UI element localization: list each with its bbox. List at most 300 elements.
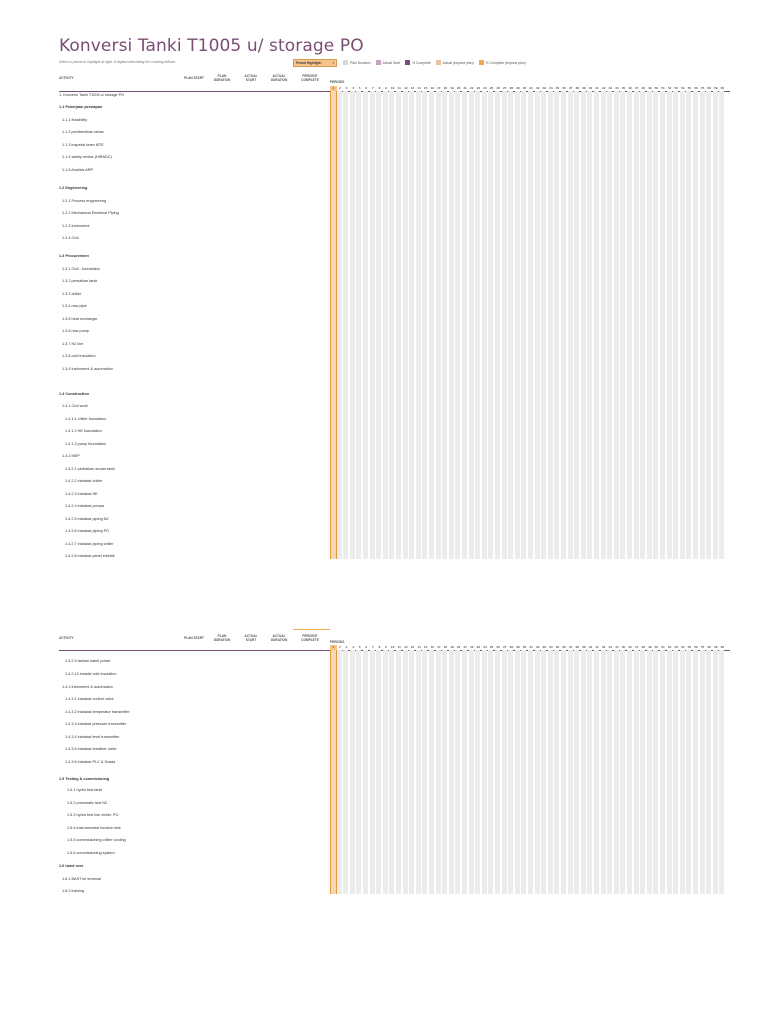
period-number: 39 [582,645,586,649]
period-column [607,91,612,559]
period-column [422,650,427,894]
period-number: 4 [352,645,354,649]
period-number: 57 [700,645,705,649]
activity-row[interactable]: 1.4.3.2 instalasi temperatur transmitter [65,710,130,714]
activity-row[interactable]: 1.4.3.6 instalasi PLC & Scada [65,760,116,764]
period-column [330,650,337,894]
col-actual-duration-line2: DURATION [270,77,288,82]
activity-row[interactable]: 1.6.2 training [62,889,84,893]
period-number: 9 [385,86,387,90]
period-column [627,650,632,894]
period-number: 29 [516,645,520,649]
period-column [640,91,645,559]
period-column [416,91,421,559]
page-title: Konversi Tanki T1005 u/ storage PO [59,36,364,56]
period-column [429,650,434,894]
activity-row[interactable]: 1.2.4 Civil [62,236,79,240]
period-column [535,650,540,894]
period-column [343,91,348,559]
activity-row[interactable]: 1.3.8 cold insulation [62,354,96,358]
period-column [409,650,414,894]
activity-row[interactable]: 1.3.2 perbaikan tanki [62,279,98,283]
period-column [554,650,559,894]
period-column [502,91,507,559]
period-column [350,91,355,559]
period-column [548,650,553,894]
col-percent-complete-2 [296,635,324,642]
period-column [601,91,606,559]
period-number: 45 [621,86,626,90]
period-column [568,650,573,894]
col-periods-2: PERIODS [330,640,345,644]
period-number: 3 [345,645,348,649]
period-column [561,650,566,894]
period-number: 56 [694,645,698,649]
period-column [442,650,447,894]
activity-row[interactable]: 1.4.2.1 perbaikan anular tanki [65,467,116,471]
period-number: 15 [423,86,428,90]
period-number: 47 [634,86,639,90]
highlight-marker-2 [293,629,330,630]
activity-row[interactable]: 1.3.9 Instrument & automation [62,367,113,371]
activity-row[interactable]: 1.5.2 pneumatic test N2 [67,801,108,805]
period-number: 28 [509,645,514,649]
period-number: 9 [385,645,387,649]
activity-row[interactable]: 1.1.3 inspeksi team MTE [62,143,104,147]
activity-row[interactable]: 1.4.2.9 tarikan kabel power [65,659,111,663]
period-number: 44 [615,645,619,649]
period-column [653,650,658,894]
period-number: 49 [648,645,652,649]
activity-row[interactable]: 1.5.4 instrumentasi function test [67,826,121,830]
period-column [673,91,678,559]
period-number: 25 [489,645,494,649]
activity-row[interactable]: 1.3.5 heat exchanger [62,317,98,321]
activity-row[interactable]: 1.3 Procurement [59,254,89,258]
period-number: 55 [687,86,692,90]
period-column [409,91,414,559]
legend-label: Actual (beyond plan) [442,60,474,65]
period-number: 34 [549,86,553,90]
period-column [389,91,394,559]
period-column [356,650,361,894]
period-number: 52 [667,645,672,649]
period-column [660,650,665,894]
period-column [607,650,612,894]
period-number: 13 [410,645,415,649]
period-column [449,650,454,894]
period-number: 48 [641,645,645,649]
period-number: 53 [674,645,678,649]
period-number: 44 [615,86,619,90]
period-column [515,650,520,894]
period-number: 51 [661,645,665,649]
period-number: 8 [378,86,381,90]
period-column [568,91,573,559]
period-column [370,91,375,559]
period-column [574,91,579,559]
period-column [680,650,685,894]
period-number: 7 [371,645,374,649]
period-number: 4 [352,86,354,90]
period-column [383,650,388,894]
period-column [693,91,698,559]
period-number: 20 [456,645,461,649]
period-number: 46 [628,86,632,90]
period-column [488,91,493,559]
activity-row[interactable]: 1. Konversi Tanki T1005 u/ storage PO [59,93,125,97]
period-column [330,91,337,559]
period-number: 5 [358,86,361,90]
period-number: 38 [575,645,579,649]
period-number: 42 [601,86,606,90]
period-number: 49 [648,86,652,90]
period-column [647,91,652,559]
legend-swatch [479,60,484,65]
period-number: 34 [549,645,553,649]
period-number: 53 [674,86,678,90]
period-column [396,91,401,559]
period-number: 58 [707,645,711,649]
legend-swatch [343,60,348,65]
period-column [719,650,724,894]
activity-row[interactable]: 1.5.5 commissioning chiller cooling [67,838,126,842]
period-column [462,91,467,559]
col-plan-duration-2 [209,635,235,642]
period-number: 3 [345,86,348,90]
period-column [686,650,691,894]
period-number: 30 [522,645,527,649]
activity-row[interactable]: 1.4.1.3 pump foundation [65,442,106,446]
period-number: 6 [365,86,368,90]
period-column [667,91,672,559]
activity-row[interactable]: 1.4.3.5 instalasi breather valve [65,747,117,751]
col-plan-start-2: PLAN START [184,636,204,640]
activity-row[interactable]: 1.4.1.2 HE foundation [65,429,102,433]
activity-row[interactable]: 1.2 Engineering [59,186,88,190]
period-number: 38 [575,86,579,90]
activity-row[interactable]: 1.3.4 new pipe [62,304,87,308]
period-number: 19 [450,86,454,90]
period-column [521,91,526,559]
period-column [647,650,652,894]
period-number: 24 [483,86,487,90]
period-column [469,91,474,559]
legend-item [479,60,526,65]
period-number: 14 [417,645,421,649]
period-column [594,91,599,559]
activity-row[interactable]: 1.5.1 hydro test tanki [67,788,103,792]
period-number: 6 [365,645,368,649]
activity-row[interactable]: 1.5 Testing & commisioning [59,777,110,781]
period-column [627,91,632,559]
period-column [436,650,441,894]
period-number: 60 [720,86,725,90]
activity-row[interactable]: 1.4.2.6 instalasi piping PO [65,529,110,533]
legend-label: Actual Start [382,60,401,65]
period-number: 41 [595,645,599,649]
col-percent-complete-2-line1: PERCENT [302,634,318,638]
period-highlight-selector[interactable] [293,59,337,67]
legend-item [405,60,430,65]
col-activity-2: ACTIVITY [59,636,74,640]
period-number: 26 [496,86,500,90]
col-actual-start-2-line1: ACTUAL [244,634,258,638]
period-column [620,91,625,559]
period-column [363,91,368,559]
period-number: 15 [423,645,428,649]
period-number: 37 [568,86,573,90]
period-column [436,91,441,559]
col-activity: ACTIVITY [59,76,74,80]
period-number: 17 [437,645,441,649]
period-column [403,650,408,894]
period-number: 1 [330,86,337,91]
period-column [673,650,678,894]
activity-row[interactable]: 1.2.3 Instrument [62,224,90,228]
period-column [700,91,705,559]
period-number: 19 [450,645,454,649]
period-highlight-value[interactable]: 1 [332,61,334,65]
activity-row[interactable]: 1.6.1 BAST ke terminal [62,877,101,881]
period-column [482,91,487,559]
period-column [700,650,705,894]
period-column [581,650,586,894]
period-number: 21 [463,86,467,90]
activity-row[interactable]: 1.4.2.5 instalasi piping N2 [65,517,109,521]
period-number: 50 [654,645,659,649]
period-number: 47 [634,645,639,649]
activity-row[interactable]: 1.4.3.4 instalasi level transmitter [65,735,120,739]
period-number: 1 [330,645,337,650]
activity-row[interactable]: 1.4.2.10 instalsi cold insulation [65,672,117,676]
legend-item [436,60,474,65]
period-number: 48 [641,86,645,90]
period-column [528,650,533,894]
period-number: 39 [582,86,586,90]
period-column [508,650,513,894]
activity-row[interactable]: 1.4.2 MEP [62,454,80,458]
period-column [475,91,480,559]
col-plan-duration [209,75,235,82]
period-number: 2 [339,86,341,90]
period-number: 16 [430,645,434,649]
period-number: 56 [694,86,698,90]
legend-swatch [436,60,441,65]
period-number: 43 [608,645,612,649]
period-column [337,91,342,559]
period-number: 5 [358,645,361,649]
period-column [442,91,447,559]
period-column [508,91,513,559]
chart-legend [343,60,526,65]
period-number: 24 [483,645,487,649]
period-number: 60 [720,645,725,649]
period-number: 52 [667,86,672,90]
period-column [356,91,361,559]
page-subtitle: Select a period to highlight at right. A legend describing the charting follows. [59,60,177,64]
period-column [574,650,579,894]
period-column [614,650,619,894]
legend-label: % Complete (beyond plan) [485,60,526,65]
period-number: 31 [529,86,533,90]
col-plan-duration-2-line2: DURATION [213,637,231,642]
period-column [475,650,480,894]
col-periods: PERIODS [330,80,345,84]
period-column [667,650,672,894]
activity-row[interactable]: 1.5.3 hydro test line chiller, PO [67,813,119,817]
activity-row[interactable]: 1.4.3.3 instalasi pressure transmitter [65,722,127,726]
period-number: 23 [476,86,481,90]
period-number: 28 [509,86,514,90]
period-column [640,650,645,894]
period-column [561,91,566,559]
activity-row[interactable]: 1.4.1.1 chiller foundation [65,417,107,421]
period-column [686,91,691,559]
activity-row[interactable]: 1.4.2.3 instalasi HE [65,492,98,496]
activity-row[interactable]: 1.4.2.4 instalasi pompa [65,504,105,508]
period-column [337,650,342,894]
period-number: 22 [470,86,474,90]
activity-row[interactable]: 1.1.5 Analisis ARP [62,168,94,172]
period-column [343,650,348,894]
period-column [363,650,368,894]
period-column [482,650,487,894]
activity-row[interactable]: 1.4.2.2 instalasi chiller [65,479,103,483]
activity-row[interactable]: 1.4.3.1 instalasi control valve [65,697,114,701]
activity-row[interactable]: 1.6 hand over [59,864,84,868]
period-number: 40 [588,86,593,90]
col-plan-duration-2-line1: PLAN [217,634,227,638]
period-number: 27 [503,645,507,649]
col-actual-duration-2-line2: DURATION [270,637,288,642]
col-actual-duration-2-line1: ACTUAL [272,634,286,638]
period-number: 50 [654,86,659,90]
activity-row[interactable]: 1.1 Pekerjaan persiapan [59,105,103,109]
period-column [535,91,540,559]
period-number: 35 [555,86,560,90]
period-column [469,650,474,894]
activity-row[interactable]: 1.4.2.7 instalasi piping chiller [65,542,114,546]
activity-row[interactable]: 1.2.2 Mechanical Electrical Piping [62,211,119,215]
legend-label: Plan Duration [350,60,371,65]
period-number: 7 [371,86,374,90]
legend-label: % Complete [412,60,431,65]
col-actual-start-line1: ACTUAL [244,74,258,78]
period-highlight-label: Period Highlight: [296,61,322,65]
period-number: 14 [417,86,421,90]
period-column [541,91,546,559]
period-number: 58 [707,86,711,90]
period-column [403,91,408,559]
period-column [660,91,665,559]
period-column [581,91,586,559]
period-column [548,91,553,559]
legend-swatch [405,60,410,65]
period-column [693,650,698,894]
col-actual-duration [265,75,293,82]
col-actual-duration-line1: ACTUAL [272,74,286,78]
period-column [713,91,718,559]
activity-row[interactable]: 1.4.1 Civil work [62,404,88,408]
period-number: 37 [568,645,573,649]
legend-item [376,60,401,65]
activity-row[interactable]: 1.5.6 commissioning system [67,851,115,855]
col-actual-start-2-line2: START [245,637,257,642]
period-column [396,650,401,894]
period-number: 2 [339,645,341,649]
period-number: 55 [687,645,692,649]
period-number: 36 [562,86,566,90]
activity-row[interactable]: 1.4 Construction [59,392,89,396]
period-number: 26 [496,645,500,649]
period-column [614,91,619,559]
period-number: 21 [463,645,467,649]
activity-row[interactable]: 1.1.4 safety review (HIRADC) [62,155,112,159]
period-column [521,650,526,894]
period-column [495,91,500,559]
period-number: 11 [397,645,401,649]
period-column [416,650,421,894]
period-number: 18 [443,645,448,649]
period-column [376,91,381,559]
period-number: 11 [397,86,401,90]
activity-row[interactable]: 1.4.2.8 instalasi panel elektrik [65,554,115,558]
period-number: 36 [562,645,566,649]
col-percent-complete [296,75,324,82]
period-column [383,91,388,559]
period-number: 54 [681,645,685,649]
period-number: 32 [535,86,540,90]
period-number: 42 [601,645,606,649]
period-number: 31 [529,645,533,649]
period-number: 17 [437,86,441,90]
activity-row[interactable]: 1.1.2 pembersihan lahan [62,130,104,134]
period-column [429,91,434,559]
period-column [515,91,520,559]
period-number: 30 [522,86,527,90]
period-column [713,650,718,894]
period-column [449,91,454,559]
activity-row[interactable]: 1.4.3 Instrument & automation [62,685,113,689]
period-column [620,650,625,894]
activity-row[interactable]: 1.3.7 N2 line [62,342,84,346]
period-column [541,650,546,894]
period-number: 32 [535,645,540,649]
period-column [389,650,394,894]
period-column [653,91,658,559]
activity-row[interactable]: 1.3.3 chiller [62,292,82,296]
period-number: 33 [542,645,547,649]
col-actual-start [238,75,264,82]
activity-row[interactable]: 1.3.1 Civil - foundation [62,267,100,271]
col-plan-duration-line2: DURATION [213,77,231,82]
col-plan-duration-line1: PLAN [217,74,227,78]
period-number: 10 [390,645,395,649]
activity-row[interactable]: 1.3.6 new pump [62,329,90,333]
legend-swatch [376,60,381,65]
period-number: 45 [621,645,626,649]
period-column [706,650,711,894]
period-number: 16 [430,86,434,90]
period-column [376,650,381,894]
gantt-grid-2 [330,650,730,894]
period-column [528,91,533,559]
activity-row[interactable]: 1.2.1 Process engineering [62,199,107,203]
period-column [719,91,724,559]
activity-row[interactable]: 1.1.1 feasibility [62,118,88,122]
period-number: 22 [470,645,474,649]
